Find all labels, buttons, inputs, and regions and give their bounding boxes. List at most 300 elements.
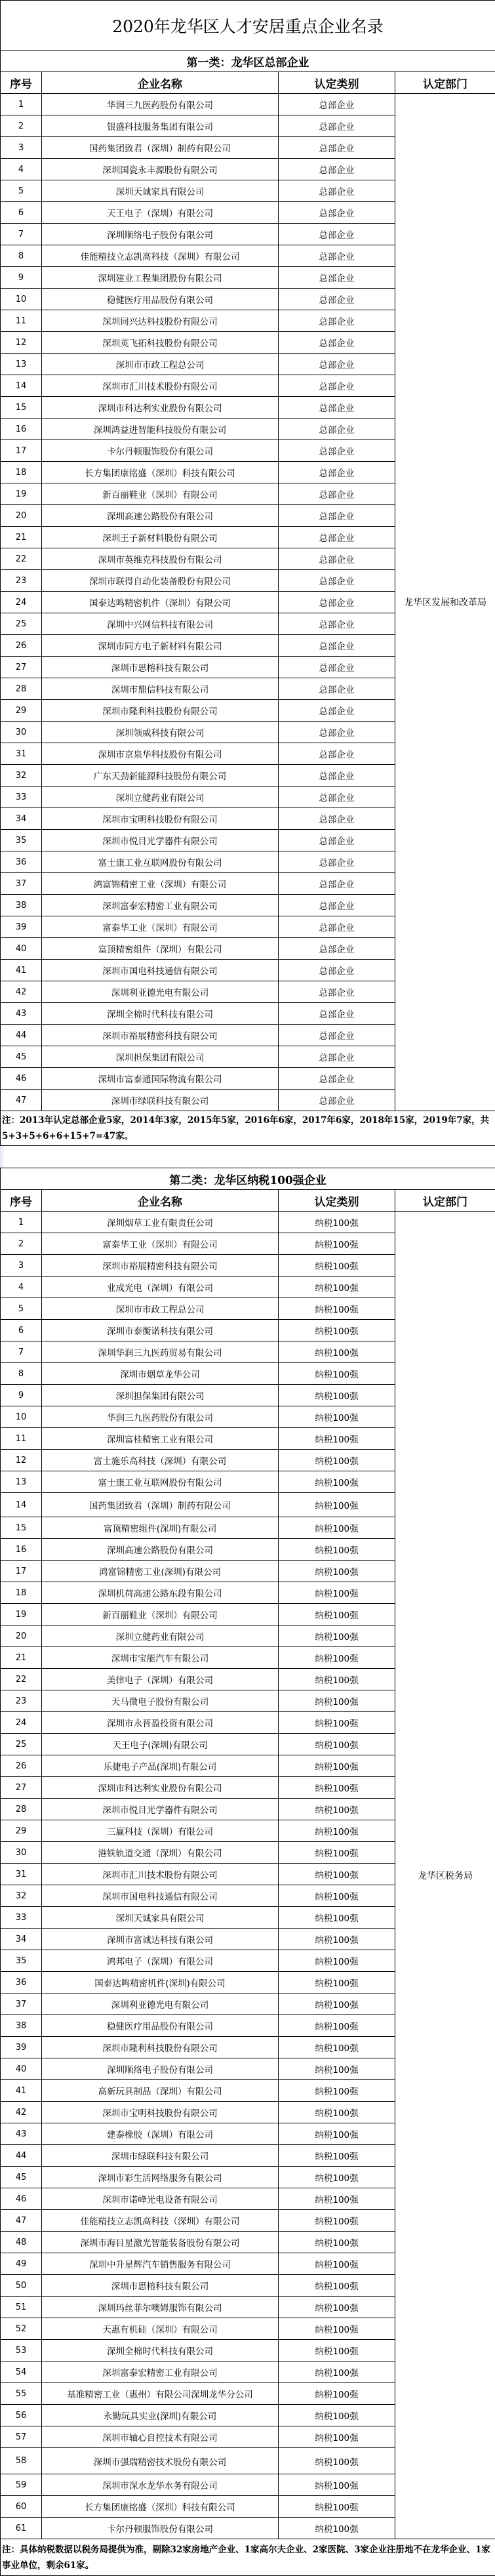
cell-company-name: 三赢科技（深圳）有限公司 xyxy=(42,1820,279,1842)
cell-category: 纳税100强 xyxy=(279,2253,395,2275)
cell-category: 纳税100强 xyxy=(279,1561,395,1582)
column-header-department: 认定部门 xyxy=(395,1190,495,1212)
cell-seq: 61 xyxy=(1,2518,42,2539)
cell-category: 纳税100强 xyxy=(279,1712,395,1734)
cell-category: 总部企业 xyxy=(279,808,395,830)
cell-category: 纳税100强 xyxy=(279,2167,395,2188)
cell-company-name: 深圳市市政工程总公司 xyxy=(42,1298,279,1320)
cell-department: 龙华区税务局 xyxy=(395,1212,495,2539)
cell-company-name: 深圳市泰衡诺科技有限公司 xyxy=(42,1320,279,1341)
cell-seq: 22 xyxy=(1,548,42,570)
cell-company-name: 富士康工业互联网股份有限公司 xyxy=(42,1471,279,1493)
cell-company-name: 深圳市裕展精密科技有限公司 xyxy=(42,1255,279,1277)
cell-category: 总部企业 xyxy=(279,830,395,851)
cell-company-name: 深圳利亚德光电有限公司 xyxy=(42,1993,279,2015)
cell-seq: 11 xyxy=(1,310,42,332)
cell-company-name: 深圳中升星辉汽车销售服务有限公司 xyxy=(42,2253,279,2275)
cell-seq: 31 xyxy=(1,1864,42,1885)
cell-seq: 43 xyxy=(1,2123,42,2145)
cell-company-name: 鸿富锦精密工业（深圳）有限公司 xyxy=(42,873,279,895)
cell-category: 纳税100强 xyxy=(279,1993,395,2015)
cell-category: 纳税100强 xyxy=(279,1298,395,1320)
cell-seq: 4 xyxy=(1,159,42,180)
cell-category: 纳税100强 xyxy=(279,2383,395,2405)
section-title-row xyxy=(1,1168,495,1190)
cell-company-name: 新百丽鞋业（深圳）有限公司 xyxy=(42,1604,279,1625)
cell-category: 纳税100强 xyxy=(279,1582,395,1604)
cell-company-name: 深圳市悦目光学器件有限公司 xyxy=(42,1799,279,1820)
cell-company-name: 国泰达鸣精密机件（深圳）有限公司 xyxy=(42,592,279,613)
cell-seq: 31 xyxy=(1,743,42,765)
cell-company-name: 富士康工业互联网股份有限公司 xyxy=(42,851,279,873)
cell-company-name: 深圳市宝明科技股份有限公司 xyxy=(42,2102,279,2123)
cell-category: 纳税100强 xyxy=(279,1212,395,1233)
cell-company-name: 深圳担保集团有限公司 xyxy=(42,1046,279,1068)
cell-category: 总部企业 xyxy=(279,592,395,613)
cell-category: 总部企业 xyxy=(279,332,395,354)
cell-company-name: 深圳市绿联科技有限公司 xyxy=(42,2145,279,2167)
cell-company-name: 深圳市汇川技术股份有限公司 xyxy=(42,375,279,397)
cell-category: 总部企业 xyxy=(279,873,395,895)
cell-company-name: 深圳领威科技有限公司 xyxy=(42,722,279,743)
cell-seq: 38 xyxy=(1,895,42,916)
cell-seq: 60 xyxy=(1,2496,42,2518)
cell-category: 总部企业 xyxy=(279,267,395,289)
cell-category: 总部企业 xyxy=(279,722,395,743)
cell-category: 纳税100强 xyxy=(279,2080,395,2102)
table-row xyxy=(1,1212,495,1233)
cell-category: 纳税100强 xyxy=(279,2145,395,2167)
cell-company-name: 华润三九医药股份有限公司 xyxy=(42,1406,279,1428)
cell-seq: 5 xyxy=(1,180,42,202)
cell-category: 总部企业 xyxy=(279,115,395,137)
cell-seq: 10 xyxy=(1,1406,42,1428)
cell-category: 纳税100强 xyxy=(279,1842,395,1864)
cell-category: 纳税100强 xyxy=(279,2448,395,2474)
cell-category: 总部企业 xyxy=(279,310,395,332)
cell-category: 纳税100强 xyxy=(279,1625,395,1647)
cell-seq: 32 xyxy=(1,765,42,787)
cell-category: 总部企业 xyxy=(279,1068,395,1090)
cell-category: 纳税100强 xyxy=(279,2232,395,2253)
cell-seq: 37 xyxy=(1,873,42,895)
cell-seq: 28 xyxy=(1,1799,42,1820)
cell-company-name: 深圳玛丝菲尔噢姆服饰有限公司 xyxy=(42,2297,279,2318)
cell-seq: 35 xyxy=(1,830,42,851)
cell-seq: 3 xyxy=(1,137,42,159)
cell-category: 总部企业 xyxy=(279,1046,395,1068)
cell-category: 总部企业 xyxy=(279,548,395,570)
cell-category: 总部企业 xyxy=(279,1090,395,1111)
cell-company-name: 深圳全棉时代科技有限公司 xyxy=(42,2340,279,2361)
cell-company-name: 富顶精密组件(深圳)有限公司 xyxy=(42,1517,279,1539)
cell-company-name: 美律电子（深圳）有限公司 xyxy=(42,1669,279,1690)
cell-company-name: 广东天劲新能源科技股份有限公司 xyxy=(42,765,279,787)
cell-seq: 54 xyxy=(1,2361,42,2383)
cell-seq: 7 xyxy=(1,224,42,245)
cell-company-name: 深圳市联得自动化装备股份有限公司 xyxy=(42,570,279,592)
cell-category: 总部企业 xyxy=(279,419,395,440)
cell-category: 纳税100强 xyxy=(279,1363,395,1385)
note-row xyxy=(1,2539,495,2576)
cell-company-name: 深圳市英维克科技股份有限公司 xyxy=(42,548,279,570)
cell-category: 纳税100强 xyxy=(279,1929,395,1950)
cell-category: 总部企业 xyxy=(279,981,395,1003)
cell-category: 纳税100强 xyxy=(279,1277,395,1298)
cell-category: 总部企业 xyxy=(279,635,395,657)
cell-company-name: 深圳市科达利实业股份有限公司 xyxy=(42,1777,279,1799)
cell-seq: 44 xyxy=(1,2145,42,2167)
cell-category: 总部企业 xyxy=(279,354,395,375)
cell-seq: 18 xyxy=(1,462,42,483)
cell-company-name: 深圳市科达利实业股份有限公司 xyxy=(42,397,279,419)
cell-category: 纳税100强 xyxy=(279,1517,395,1539)
cell-company-name: 建泰橡胶（深圳）有限公司 xyxy=(42,2123,279,2145)
cell-seq: 50 xyxy=(1,2275,42,2297)
cell-seq: 26 xyxy=(1,635,42,657)
cell-seq: 34 xyxy=(1,1929,42,1950)
cell-category: 总部企业 xyxy=(279,180,395,202)
cell-category: 纳税100强 xyxy=(279,1450,395,1471)
cell-seq: 23 xyxy=(1,1690,42,1712)
cell-seq: 47 xyxy=(1,1090,42,1111)
section-title-row xyxy=(1,51,495,72)
cell-department: 龙华区发展和改革局 xyxy=(395,94,495,1111)
column-header-name: 企业名称 xyxy=(42,1190,279,1212)
cell-category: 纳税100强 xyxy=(279,1864,395,1885)
cell-seq: 58 xyxy=(1,2448,42,2474)
section-title: 第一类：龙华区总部企业 xyxy=(1,51,495,72)
cell-category: 总部企业 xyxy=(279,787,395,808)
cell-company-name: 深圳高速公路股份有限公司 xyxy=(42,1539,279,1561)
column-header-row xyxy=(1,1190,495,1212)
cell-seq: 30 xyxy=(1,1842,42,1864)
cell-company-name: 深圳顺络电子股份有限公司 xyxy=(42,2058,279,2080)
cell-category: 总部企业 xyxy=(279,289,395,310)
cell-seq: 3 xyxy=(1,1255,42,1277)
cell-seq: 20 xyxy=(1,505,42,527)
cell-company-name: 深圳顺络电子股份有限公司 xyxy=(42,224,279,245)
cell-category: 纳税100强 xyxy=(279,1972,395,1993)
cell-seq: 14 xyxy=(1,375,42,397)
cell-category: 总部企业 xyxy=(279,916,395,938)
cell-category: 总部企业 xyxy=(279,397,395,419)
cell-seq: 51 xyxy=(1,2297,42,2318)
cell-company-name: 佳能精技立志凯高科技（深圳）有限公司 xyxy=(42,245,279,267)
cell-company-name: 国药集团致君（深圳）制药有限公司 xyxy=(42,1493,279,1517)
cell-company-name: 深圳市鼎信科技有限公司 xyxy=(42,678,279,700)
cell-seq: 4 xyxy=(1,1277,42,1298)
cell-category: 总部企业 xyxy=(279,224,395,245)
cell-company-name: 深圳市汇川技术股份有限公司 xyxy=(42,1864,279,1885)
cell-company-name: 深圳富桂精密工业有限公司 xyxy=(42,1428,279,1450)
cell-company-name: 深圳市富泰通国际物流有限公司 xyxy=(42,1068,279,1090)
cell-company-name: 稳健医疗用品股份有限公司 xyxy=(42,2015,279,2037)
cell-company-name: 鸿邦电子（深圳）有限公司 xyxy=(42,1950,279,1972)
cell-seq: 38 xyxy=(1,2015,42,2037)
section-note: 注：具体纳税数据以税务局提供为准，剔除32家房地产企业、1家高尔夫企业、2家医院、3家企业注册地不在龙华企业、1家事业单位，剩余61家。 xyxy=(1,2539,495,2576)
cell-category: 纳税100强 xyxy=(279,2426,395,2448)
cell-category: 总部企业 xyxy=(279,1025,395,1046)
cell-category: 纳税100强 xyxy=(279,1777,395,1799)
cell-seq: 23 xyxy=(1,570,42,592)
cell-company-name: 深圳市烟草龙华公司 xyxy=(42,1363,279,1385)
cell-company-name: 深圳烟草工业有限责任公司 xyxy=(42,1212,279,1233)
cell-company-name: 深圳市悦目光学器件有限公司 xyxy=(42,830,279,851)
column-header-category: 认定类别 xyxy=(279,72,395,94)
cell-company-name: 乐捷电子产品(深圳)有限公司 xyxy=(42,1755,279,1777)
cell-seq: 33 xyxy=(1,1907,42,1929)
cell-category: 总部企业 xyxy=(279,462,395,483)
cell-category: 总部企业 xyxy=(279,895,395,916)
cell-company-name: 鸿富锦精密工业(深圳)有限公司 xyxy=(42,1561,279,1582)
cell-category: 总部企业 xyxy=(279,137,395,159)
cell-company-name: 深圳市同方电子新材料有限公司 xyxy=(42,635,279,657)
cell-category: 纳税100强 xyxy=(279,2102,395,2123)
cell-category: 总部企业 xyxy=(279,159,395,180)
cell-seq: 57 xyxy=(1,2426,42,2448)
cell-category: 纳税100强 xyxy=(279,1320,395,1341)
cell-seq: 29 xyxy=(1,700,42,722)
cell-company-name: 深圳担保集团有限公司 xyxy=(42,1385,279,1406)
cell-company-name: 深圳天诚家具有限公司 xyxy=(42,1907,279,1929)
cell-category: 纳税100强 xyxy=(279,1950,395,1972)
cell-category: 总部企业 xyxy=(279,765,395,787)
cell-company-name: 深圳中兴网信科技有限公司 xyxy=(42,613,279,635)
cell-company-name: 深圳市京泉华科技股份有限公司 xyxy=(42,743,279,765)
cell-seq: 14 xyxy=(1,1493,42,1517)
cell-seq: 12 xyxy=(1,332,42,354)
cell-category: 纳税100强 xyxy=(279,1471,395,1493)
cell-company-name: 深圳立健药业有限公司 xyxy=(42,1625,279,1647)
cell-seq: 52 xyxy=(1,2318,42,2340)
cell-company-name: 银盛科技服务集团有限公司 xyxy=(42,115,279,137)
cell-category: 纳税100强 xyxy=(279,1341,395,1363)
cell-seq: 19 xyxy=(1,1604,42,1625)
cell-category: 纳税100强 xyxy=(279,2405,395,2426)
cell-category: 纳税100强 xyxy=(279,1428,395,1450)
column-header-name: 企业名称 xyxy=(42,72,279,94)
cell-company-name: 富泰华工业（深圳）有限公司 xyxy=(42,1233,279,1255)
cell-seq: 9 xyxy=(1,1385,42,1406)
cell-category: 总部企业 xyxy=(279,851,395,873)
cell-seq: 12 xyxy=(1,1450,42,1471)
cell-seq: 1 xyxy=(1,94,42,115)
cell-company-name: 基准精密工业（惠州）有限公司深圳龙华分公司 xyxy=(42,2383,279,2405)
cell-category: 纳税100强 xyxy=(279,2518,395,2539)
cell-seq: 41 xyxy=(1,960,42,981)
cell-category: 纳税100强 xyxy=(279,2496,395,2518)
cell-company-name: 深圳王子新材料股份有限公司 xyxy=(42,527,279,548)
cell-seq: 49 xyxy=(1,2253,42,2275)
cell-company-name: 长方集团康铭盛（深圳）科技有限公司 xyxy=(42,2496,279,2518)
cell-category: 纳税100强 xyxy=(279,1539,395,1561)
cell-company-name: 富泰华工业（深圳）有限公司 xyxy=(42,916,279,938)
cell-category: 总部企业 xyxy=(279,527,395,548)
cell-company-name: 深圳市市政工程总公司 xyxy=(42,354,279,375)
cell-seq: 15 xyxy=(1,1517,42,1539)
cell-company-name: 深圳市宝能汽车有限公司 xyxy=(42,1647,279,1669)
cell-seq: 40 xyxy=(1,2058,42,2080)
cell-company-name: 富顶精密组件（深圳）有限公司 xyxy=(42,938,279,960)
cell-company-name: 卡尔丹顿服饰股份有限公司 xyxy=(42,2518,279,2539)
cell-category: 纳税100强 xyxy=(279,2297,395,2318)
cell-company-name: 深圳市宝明科技股份有限公司 xyxy=(42,808,279,830)
cell-company-name: 卡尔丹顿服饰股份有限公司 xyxy=(42,440,279,462)
cell-category: 纳税100强 xyxy=(279,1734,395,1755)
cell-company-name: 深圳市轴心自控技术有限公司 xyxy=(42,2426,279,2448)
cell-category: 总部企业 xyxy=(279,570,395,592)
cell-company-name: 深圳英飞拓科技股份有限公司 xyxy=(42,332,279,354)
cell-company-name: 深圳建业工程集团股份有限公司 xyxy=(42,267,279,289)
cell-company-name: 深圳天诚家具有限公司 xyxy=(42,180,279,202)
cell-seq: 40 xyxy=(1,938,42,960)
cell-seq: 24 xyxy=(1,592,42,613)
cell-seq: 28 xyxy=(1,678,42,700)
cell-category: 总部企业 xyxy=(279,483,395,505)
cell-category: 纳税100强 xyxy=(279,1604,395,1625)
cell-category: 总部企业 xyxy=(279,678,395,700)
cell-company-name: 华润三九医药股份有限公司 xyxy=(42,94,279,115)
cell-company-name: 天马微电子股份有限公司 xyxy=(42,1690,279,1712)
cell-category: 纳税100强 xyxy=(279,1907,395,1929)
cell-category: 纳税100强 xyxy=(279,2188,395,2210)
cell-company-name: 深圳市彩生活网络服务有限公司 xyxy=(42,2167,279,2188)
cell-seq: 36 xyxy=(1,851,42,873)
cell-seq: 8 xyxy=(1,1363,42,1385)
cell-company-name: 佳能精技立志凯高科技（深圳）有限公司 xyxy=(42,2210,279,2232)
column-header-department: 认定部门 xyxy=(395,72,495,94)
cell-company-name: 深圳高速公路股份有限公司 xyxy=(42,505,279,527)
cell-company-name: 深圳华润三九医药贸易有限公司 xyxy=(42,1341,279,1363)
cell-seq: 1 xyxy=(1,1212,42,1233)
note-row xyxy=(1,1111,495,1146)
column-header-seq: 序号 xyxy=(1,1190,42,1212)
cell-company-name: 深圳市隆利科技股份有限公司 xyxy=(42,700,279,722)
cell-seq: 21 xyxy=(1,1647,42,1669)
cell-seq: 42 xyxy=(1,981,42,1003)
cell-seq: 26 xyxy=(1,1755,42,1777)
cell-seq: 20 xyxy=(1,1625,42,1647)
cell-seq: 13 xyxy=(1,1471,42,1493)
cell-seq: 45 xyxy=(1,1046,42,1068)
cell-seq: 36 xyxy=(1,1972,42,1993)
cell-seq: 2 xyxy=(1,1233,42,1255)
cell-seq: 19 xyxy=(1,483,42,505)
cell-seq: 59 xyxy=(1,2474,42,2496)
cell-seq: 6 xyxy=(1,1320,42,1341)
cell-category: 总部企业 xyxy=(279,657,395,678)
cell-company-name: 深圳机荷高速公路东段有限公司 xyxy=(42,1582,279,1604)
cell-seq: 25 xyxy=(1,613,42,635)
cell-seq: 55 xyxy=(1,2383,42,2405)
cell-category: 总部企业 xyxy=(279,1003,395,1025)
cell-category: 纳税100强 xyxy=(279,1820,395,1842)
cell-seq: 27 xyxy=(1,1777,42,1799)
cell-category: 纳税100强 xyxy=(279,2318,395,2340)
cell-category: 总部企业 xyxy=(279,960,395,981)
cell-category: 总部企业 xyxy=(279,202,395,224)
cell-company-name: 高新玩具制品（深圳）有限公司 xyxy=(42,2080,279,2102)
document-title: 2020年龙华区人才安居重点企业名录 xyxy=(1,1,495,51)
cell-category: 纳税100强 xyxy=(279,2361,395,2383)
cell-seq: 7 xyxy=(1,1341,42,1363)
cell-company-name: 深圳市国电科技通信有限公司 xyxy=(42,960,279,981)
column-header-row xyxy=(1,72,495,94)
cell-company-name: 深圳市诺峰光电设备有限公司 xyxy=(42,2188,279,2210)
cell-seq: 42 xyxy=(1,2102,42,2123)
cell-seq: 21 xyxy=(1,527,42,548)
cell-seq: 46 xyxy=(1,1068,42,1090)
cell-category: 纳税100强 xyxy=(279,2340,395,2361)
cell-company-name: 业成光电（深圳）有限公司 xyxy=(42,1277,279,1298)
cell-company-name: 国药集团致君（深圳）制药有限公司 xyxy=(42,137,279,159)
cell-company-name: 永勤玩具实业(深圳)有限公司 xyxy=(42,2405,279,2426)
cell-company-name: 港铁轨道交通（深圳）有限公司 xyxy=(42,1842,279,1864)
cell-company-name: 天王电子（深圳）有限公司 xyxy=(42,202,279,224)
document-title-row xyxy=(1,1,495,51)
cell-seq: 2 xyxy=(1,115,42,137)
cell-category: 总部企业 xyxy=(279,700,395,722)
section-title: 第二类：龙华区纳税100强企业 xyxy=(1,1168,495,1190)
cell-seq: 6 xyxy=(1,202,42,224)
cell-category: 纳税100强 xyxy=(279,1385,395,1406)
cell-seq: 47 xyxy=(1,2210,42,2232)
cell-seq: 25 xyxy=(1,1734,42,1755)
cell-category: 纳税100强 xyxy=(279,2015,395,2037)
cell-company-name: 富士施乐高科技（深圳）有限公司 xyxy=(42,1450,279,1471)
cell-category: 总部企业 xyxy=(279,938,395,960)
cell-seq: 22 xyxy=(1,1669,42,1690)
cell-seq: 48 xyxy=(1,2232,42,2253)
cell-seq: 41 xyxy=(1,2080,42,2102)
cell-company-name: 深圳同兴达科技股份有限公司 xyxy=(42,310,279,332)
cell-seq: 45 xyxy=(1,2167,42,2188)
cell-seq: 17 xyxy=(1,1561,42,1582)
cell-seq: 34 xyxy=(1,808,42,830)
cell-company-name: 稳健医疗用品股份有限公司 xyxy=(42,289,279,310)
cell-category: 纳税100强 xyxy=(279,1885,395,1907)
table-headquarters xyxy=(0,0,495,1146)
cell-seq: 18 xyxy=(1,1582,42,1604)
cell-company-name: 长方集团康铭盛（深圳）科技有限公司 xyxy=(42,462,279,483)
cell-category: 总部企业 xyxy=(279,440,395,462)
column-header-category: 认定类别 xyxy=(279,1190,395,1212)
cell-category: 总部企业 xyxy=(279,505,395,527)
cell-category: 纳税100强 xyxy=(279,1255,395,1277)
cell-company-name: 国泰达鸣精密机件(深圳)有限公司 xyxy=(42,1972,279,1993)
cell-category: 纳税100强 xyxy=(279,1233,395,1255)
cell-seq: 29 xyxy=(1,1820,42,1842)
cell-category: 纳税100强 xyxy=(279,2210,395,2232)
cell-category: 纳税100强 xyxy=(279,2058,395,2080)
cell-category: 纳税100强 xyxy=(279,1493,395,1517)
cell-seq: 16 xyxy=(1,419,42,440)
cell-seq: 27 xyxy=(1,657,42,678)
cell-seq: 39 xyxy=(1,2037,42,2058)
cell-category: 纳税100强 xyxy=(279,1647,395,1669)
cell-company-name: 深圳鸿益进智能科技股份有限公司 xyxy=(42,419,279,440)
cell-company-name: 深圳富泰宏精密工业有限公司 xyxy=(42,895,279,916)
cell-seq: 56 xyxy=(1,2405,42,2426)
cell-company-name: 深圳市国电科技通信有限公司 xyxy=(42,1885,279,1907)
cell-seq: 5 xyxy=(1,1298,42,1320)
cell-seq: 33 xyxy=(1,787,42,808)
cell-company-name: 深圳市思榕科技有限公司 xyxy=(42,657,279,678)
cell-category: 纳税100强 xyxy=(279,1669,395,1690)
cell-seq: 43 xyxy=(1,1003,42,1025)
section-note: 注：2013年认定总部企业5家，2014年3家，2015年5家，2016年6家，2017年6家，2018年15家，2019年7家，共5+3+5+6+6+15+7=47家。 xyxy=(1,1111,495,1146)
